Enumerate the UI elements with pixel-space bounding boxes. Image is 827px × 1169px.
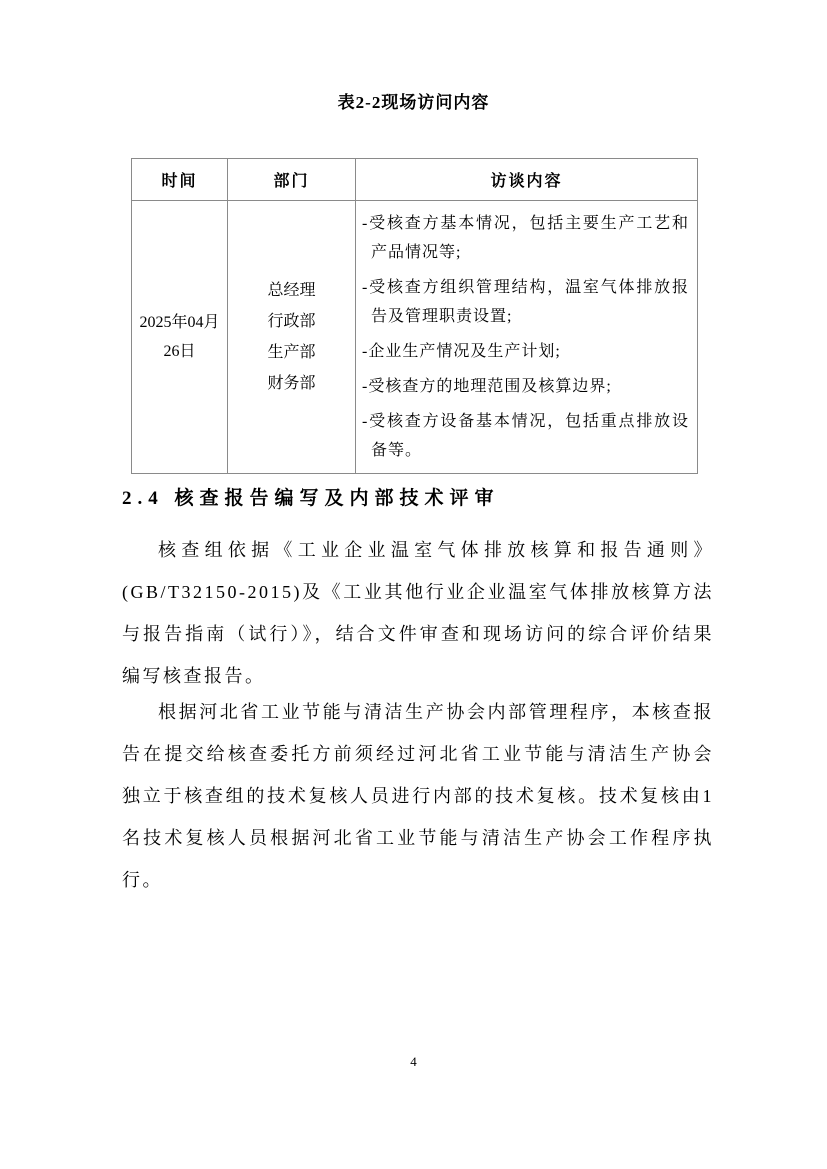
table-caption: 表2-2现场访问内容 bbox=[337, 93, 490, 112]
department-item: 总经理 bbox=[267, 282, 316, 299]
column-header-interview-content: 访谈内容 bbox=[356, 159, 698, 201]
column-header-time: 时间 bbox=[132, 159, 228, 201]
header-row bbox=[132, 159, 698, 201]
table-row bbox=[132, 201, 698, 474]
body-paragraph: 核查组依据《工业企业温室气体排放核算和报告通则》(GB/T32150-2015)及《工业其他行业企业温室气体排放核算方法与报告指南（试行）》，结合文件审查和现场访问的综合评价结果编写核查报告。 bbox=[122, 540, 714, 686]
department-item: 生产部 bbox=[267, 344, 316, 361]
page-number: 4 bbox=[410, 1054, 417, 1069]
visit-table-header bbox=[132, 159, 698, 201]
interview-item: -受核查方组织管理结构，温室气体排放报告及管理职责设置; bbox=[362, 279, 689, 325]
time-line: 2025年04月 bbox=[139, 314, 220, 331]
column-header-department: 部门 bbox=[228, 159, 356, 201]
section-heading: 2.4 核查报告编写及内部技术评审 bbox=[122, 488, 500, 509]
interview-content-cell bbox=[356, 201, 698, 474]
interview-item: -受核查方基本情况，包括主要生产工艺和产品情况等; bbox=[362, 215, 689, 261]
department-item: 财务部 bbox=[267, 375, 316, 392]
department-item: 行政部 bbox=[267, 313, 316, 330]
time-cell bbox=[132, 201, 228, 474]
interview-item: -受核查方设备基本情况，包括重点排放设备等。 bbox=[362, 413, 689, 459]
visit-table-body bbox=[132, 201, 698, 474]
visit-table bbox=[131, 158, 698, 474]
interview-item: -受核查方的地理范围及核算边界; bbox=[362, 378, 612, 395]
body-paragraph: 根据河北省工业节能与清洁生产协会内部管理程序，本核查报告在提交给核查委托方前须经过河北省工业节能与清洁生产协会独立于核查组的技术复核人员进行内部的技术复核。技术复核由1名技术复核人员根据河北省工业节能与清洁生产协会工作程序执行。 bbox=[122, 702, 714, 890]
department-cell bbox=[228, 201, 356, 474]
time-line: 26日 bbox=[163, 343, 196, 360]
interview-item: -企业生产情况及生产计划; bbox=[362, 343, 561, 360]
